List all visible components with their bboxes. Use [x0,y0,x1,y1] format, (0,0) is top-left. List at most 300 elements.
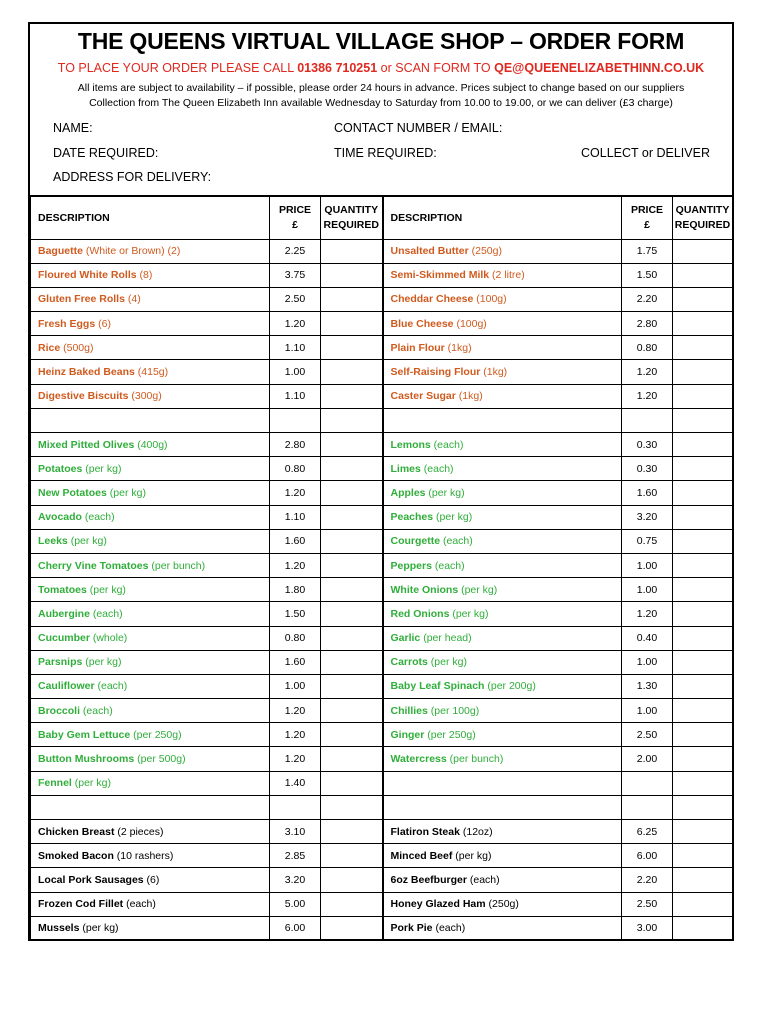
quantity-input[interactable] [673,553,733,577]
item-detail: (each) [80,704,113,717]
item-description [383,650,622,674]
item-description [31,312,270,336]
quantity-input[interactable] [673,505,733,529]
item-price: 1.80 [270,578,321,602]
table-row [31,336,733,360]
item-description [383,747,622,771]
item-detail: (per kg) [433,511,473,524]
item-name: Unsalted Butter [390,245,469,258]
table-row [31,239,733,263]
item-description [383,916,622,940]
item-detail: (each) [94,680,128,693]
item-description [31,892,270,916]
quantity-input[interactable] [673,360,733,384]
quantity-input[interactable] [321,602,383,626]
item-price: 0.80 [270,457,321,481]
item-description [31,650,270,674]
quantity-input[interactable] [321,481,383,505]
item-name: 6oz Beefburger [390,873,467,886]
item-detail: (per 100g) [427,704,480,717]
item-price: 2.20 [622,287,673,311]
item-name: Honey Glazed Ham [390,898,486,911]
item-description [383,820,622,844]
item-price [622,771,673,795]
quantity-header: QUANTITY REQUIRED [673,196,733,239]
item-name: Smoked Bacon [38,849,114,862]
item-detail: (1kg) [455,390,483,403]
table-row [31,674,733,698]
item-detail: (300g) [128,390,162,403]
item-name: Garlic [390,632,421,645]
item-description [31,868,270,892]
item-detail: (White or Brown) (2) [82,245,181,258]
item-description [31,360,270,384]
item-name: Frozen Cod Fillet [38,898,124,911]
item-price: 0.30 [622,457,673,481]
item-detail: (1kg) [480,366,508,379]
table-row [31,844,733,868]
item-price: 1.20 [270,553,321,577]
item-description [383,263,622,287]
item-description [31,626,270,650]
item-name: Pork Pie [390,922,433,935]
item-price: 0.40 [622,626,673,650]
quantity-input[interactable] [673,239,733,263]
contact-mid: or SCAN FORM TO [377,61,495,75]
item-detail: (per 500g) [134,753,186,766]
item-name: Lemons [390,438,431,451]
table-row [31,384,733,408]
item-price: 1.10 [270,336,321,360]
item-name: Baby Leaf Spinach [390,680,485,693]
item-name: Button Mushrooms [38,753,135,766]
quantity-input[interactable] [321,553,383,577]
item-detail: (100g) [473,293,507,306]
table-row [31,892,733,916]
quantity-input[interactable] [673,384,733,408]
quantity-input[interactable] [321,892,383,916]
item-description [383,674,622,698]
item-name: Plain Flour [390,341,445,354]
quantity-input[interactable] [673,674,733,698]
item-description [383,771,622,795]
name-field-label[interactable]: NAME: [53,121,93,135]
item-price: 2.25 [270,239,321,263]
table-row [31,650,733,674]
quantity-input[interactable] [321,699,383,723]
phone-number: 01386 710251 [297,61,378,75]
item-price: 1.20 [270,723,321,747]
item-name: Limes [390,462,421,475]
item-detail: (per kg) [86,583,126,596]
item-price: 1.60 [270,650,321,674]
item-price: 1.10 [270,505,321,529]
quantity-input[interactable] [673,529,733,553]
item-name: Tomatoes [38,583,87,596]
description-header: DESCRIPTION [31,196,270,239]
item-price: 1.10 [270,384,321,408]
quantity-input[interactable] [321,674,383,698]
quantity-input[interactable] [673,602,733,626]
quantity-input[interactable] [673,771,733,795]
item-description [31,529,270,553]
item-detail: (6) [95,317,111,330]
item-name: Flatiron Steak [390,825,460,838]
collection-note: Collection from The Queen Elizabeth Inn available Wednesday to Saturday from 10.00 to 19.00, or we can deliver (£3 charge) [89,97,673,109]
quantity-input[interactable] [321,433,383,457]
item-detail: (each) [123,898,156,911]
item-price: 2.80 [622,312,673,336]
item-price: 1.60 [622,481,673,505]
item-name: Red Onions [390,607,450,620]
item-detail: (per kg) [458,583,498,596]
item-detail: (per kg) [449,607,489,620]
item-name: White Onions [390,583,459,596]
quantity-input[interactable] [321,820,383,844]
item-detail: (250g) [485,898,519,911]
quantity-input[interactable] [321,360,383,384]
item-description [31,384,270,408]
item-name: Blue Cheese [390,317,454,330]
item-price: 1.20 [270,747,321,771]
item-detail: (per 200g) [484,680,536,693]
item-name: Fennel [38,777,72,790]
item-name: Gluten Free Rolls [38,293,125,306]
item-detail: (each) [81,511,115,524]
item-price [622,408,673,432]
item-name: Self-Raising Flour [390,366,481,379]
table-row [31,529,733,553]
item-description [383,844,622,868]
item-description [31,287,270,311]
order-form [28,22,734,941]
item-price: 0.30 [622,433,673,457]
item-description [383,553,622,577]
quantity-header: QUANTITY REQUIRED [321,196,383,239]
item-description [31,457,270,481]
item-description [31,916,270,940]
price-header: PRICE £ [270,196,321,239]
item-description [31,674,270,698]
item-name: Avocado [38,511,82,524]
item-price: 1.20 [270,699,321,723]
collect-deliver-label[interactable]: COLLECT or DELIVER [581,146,710,160]
item-description [31,820,270,844]
item-name: Apples [390,486,426,499]
quantity-input[interactable] [321,916,383,940]
item-description [31,239,270,263]
quantity-input[interactable] [321,529,383,553]
quantity-input[interactable] [673,287,733,311]
item-name: Semi-Skimmed Milk [390,269,490,282]
item-detail: (500g) [60,341,94,354]
item-price: 1.60 [270,529,321,553]
item-name: Floured White Rolls [38,269,137,282]
description-header: DESCRIPTION [383,196,622,239]
item-name: Chicken Breast [38,825,115,838]
quantity-input[interactable] [673,747,733,771]
item-price [270,795,321,819]
table-row [31,578,733,602]
availability-note: All items are subject to availability – if possible, please order 24 hours in advance. Prices subject to change based on our suppliers [77,82,685,94]
item-price: 1.00 [622,578,673,602]
quantity-input[interactable] [321,626,383,650]
quantity-input[interactable] [673,263,733,287]
item-name: Heinz Baked Beans [38,366,135,379]
item-description [383,433,622,457]
item-name: Potatoes [38,462,83,475]
quantity-input[interactable] [673,433,733,457]
item-name: Cucumber [38,632,90,645]
item-price: 1.20 [622,602,673,626]
item-name: Leeks [38,535,68,548]
item-price: 0.80 [270,626,321,650]
quantity-input[interactable] [673,820,733,844]
quantity-input[interactable] [321,408,383,432]
quantity-input[interactable] [321,723,383,747]
item-description [383,384,622,408]
item-name: Cheddar Cheese [390,293,474,306]
item-price: 1.75 [622,239,673,263]
item-description [31,505,270,529]
item-price: 6.25 [622,820,673,844]
item-description [383,868,622,892]
item-description [383,578,622,602]
table-row [31,312,733,336]
quantity-input[interactable] [321,457,383,481]
item-price: 1.00 [622,553,673,577]
table-row [31,263,733,287]
table-row [31,868,733,892]
quantity-input[interactable] [673,868,733,892]
quantity-input[interactable] [673,457,733,481]
item-description [383,360,622,384]
item-price: 1.00 [622,699,673,723]
item-description [383,723,622,747]
date-field-label[interactable]: DATE REQUIRED: [53,146,159,160]
item-description [383,336,622,360]
quantity-input[interactable] [673,336,733,360]
item-description [383,312,622,336]
item-description [383,699,622,723]
item-price: 3.20 [622,505,673,529]
table-row [31,916,733,940]
contact-line [30,61,732,75]
quantity-input[interactable] [673,699,733,723]
item-description [383,287,622,311]
item-detail: (per kg) [425,486,465,499]
quantity-input[interactable] [673,626,733,650]
item-detail: (each) [420,462,454,475]
item-detail: (per kg) [79,922,119,935]
quantity-input[interactable] [321,650,383,674]
item-detail: (250g) [468,245,502,258]
item-price: 1.00 [270,674,321,698]
item-price: 1.20 [270,312,321,336]
quantity-input[interactable] [321,771,383,795]
item-price: 1.20 [622,360,673,384]
table-row [31,360,733,384]
table-row [31,626,733,650]
item-description [383,602,622,626]
table-row [31,795,733,819]
item-name: Rice [38,341,61,354]
item-price: 0.80 [622,336,673,360]
quantity-input[interactable] [673,795,733,819]
quantity-input[interactable] [321,384,383,408]
quantity-input[interactable] [321,868,383,892]
item-detail: (per kg) [452,849,492,862]
contact-field-label[interactable]: CONTACT NUMBER / EMAIL: [334,121,503,135]
item-price: 3.10 [270,820,321,844]
quantity-input[interactable] [673,892,733,916]
item-description [31,553,270,577]
item-name: Broccoli [38,704,81,717]
quantity-input[interactable] [673,578,733,602]
item-name: Baby Gem Lettuce [38,728,131,741]
table-row [31,505,733,529]
quantity-input[interactable] [321,312,383,336]
item-detail: (400g) [134,438,168,451]
item-detail: (4) [124,293,141,306]
quantity-input[interactable] [673,312,733,336]
item-description [383,505,622,529]
table-row [31,602,733,626]
item-price: 5.00 [270,892,321,916]
table-header-row [31,196,733,239]
item-name: Minced Beef [390,849,453,862]
item-price: 1.30 [622,674,673,698]
quantity-input[interactable] [321,287,383,311]
item-detail: (per 250g) [130,728,182,741]
item-detail: (per kg) [82,656,122,669]
item-detail: (per kg) [427,656,467,669]
quantity-input[interactable] [673,481,733,505]
item-name: Cherry Vine Tomatoes [38,559,149,572]
item-detail: (per kg) [71,777,111,790]
quantity-input[interactable] [321,336,383,360]
item-name: New Potatoes [38,486,107,499]
item-detail: (per bunch) [446,753,504,766]
item-name: Cauliflower [38,680,95,693]
email-address: QE@QUEENELIZABETHINN.CO.UK [494,61,705,75]
quantity-input[interactable] [673,916,733,940]
quantity-input[interactable] [321,844,383,868]
table-row [31,408,733,432]
item-price: 1.00 [622,650,673,674]
table-row [31,771,733,795]
quantity-input[interactable] [673,844,733,868]
item-description [31,699,270,723]
item-name: Peaches [390,511,434,524]
item-price: 2.50 [622,892,673,916]
item-detail: (415g) [134,366,169,379]
item-detail: (2 litre) [489,269,525,282]
item-description [383,239,622,263]
page-title: THE QUEENS VIRTUAL VILLAGE SHOP – ORDER FORM [77,28,685,54]
item-detail: (6) [143,873,160,886]
item-description [383,529,622,553]
item-name: Peppers [390,559,432,572]
quantity-input[interactable] [321,578,383,602]
item-detail: (10 rashers) [113,849,174,862]
item-detail: (1kg) [444,341,472,354]
item-detail: (each) [89,607,123,620]
item-price: 3.20 [270,868,321,892]
item-name: Mussels [38,922,80,935]
item-description [31,578,270,602]
time-field-label[interactable]: TIME REQUIRED: [334,146,437,160]
item-description [383,795,622,819]
item-name: Mixed Pitted Olives [38,438,135,451]
item-description [31,602,270,626]
quantity-input[interactable] [321,747,383,771]
quantity-input[interactable] [321,505,383,529]
item-detail: (whole) [89,632,128,645]
item-name: Local Pork Sausages [38,873,144,886]
table-row [31,481,733,505]
table-row [31,820,733,844]
quantity-input[interactable] [673,408,733,432]
item-detail: (each) [466,873,500,886]
quantity-input[interactable] [321,239,383,263]
item-name: Aubergine [38,607,90,620]
item-detail: (each) [431,559,465,572]
item-price: 1.50 [270,602,321,626]
item-description [383,481,622,505]
item-price: 2.20 [622,868,673,892]
item-name: Courgette [390,535,441,548]
item-name: Ginger [390,728,425,741]
item-name: Baguette [38,245,83,258]
item-description [31,771,270,795]
table-row [31,287,733,311]
item-detail: (12oz) [459,825,493,838]
item-description [31,723,270,747]
item-price: 6.00 [622,844,673,868]
price-header: PRICE £ [622,196,673,239]
item-description [383,892,622,916]
item-name: Caster Sugar [390,390,456,403]
quantity-input[interactable] [673,723,733,747]
item-detail: (each) [432,922,466,935]
table-row [31,433,733,457]
item-detail: (2 pieces) [114,825,164,838]
table-row [31,723,733,747]
order-table [30,195,733,941]
quantity-input[interactable] [673,650,733,674]
item-description [31,844,270,868]
quantity-input[interactable] [321,263,383,287]
item-price: 6.00 [270,916,321,940]
contact-prefix: TO PLACE YOUR ORDER PLEASE CALL [57,61,298,75]
item-name: Fresh Eggs [38,317,96,330]
item-description [383,457,622,481]
item-price: 1.20 [622,384,673,408]
item-description [31,336,270,360]
quantity-input[interactable] [321,795,383,819]
item-detail: (per kg) [82,462,122,475]
item-detail: (each) [440,535,473,548]
item-description [31,408,270,432]
item-detail: (per 250g) [424,728,476,741]
item-price [622,795,673,819]
address-field-label[interactable]: ADDRESS FOR DELIVERY: [53,170,212,184]
item-price: 3.00 [622,916,673,940]
item-detail: (per kg) [67,535,107,548]
item-detail: (per head) [420,632,472,645]
table-row [31,699,733,723]
